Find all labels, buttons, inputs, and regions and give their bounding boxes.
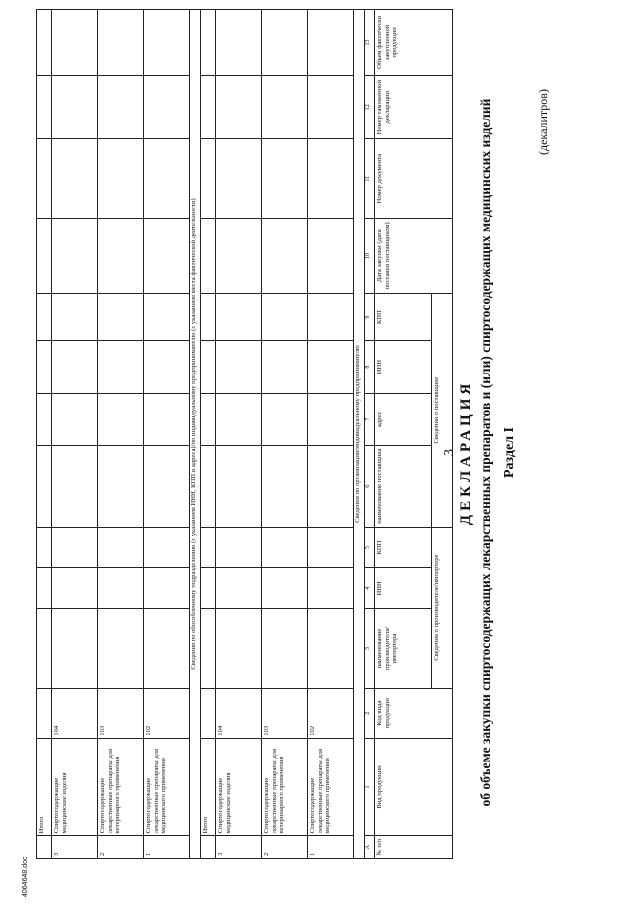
- col-num: 10: [365, 218, 375, 293]
- total-label: Итого: [37, 738, 52, 836]
- row-product-type: Спиртосодержащие медицинские изделия: [216, 738, 262, 836]
- col-num: 12: [365, 75, 375, 139]
- row-product-code: 102: [308, 688, 354, 738]
- page-number: 3: [442, 449, 457, 456]
- col-num: 8: [365, 341, 375, 393]
- header-supplier-name: наименование поставщика: [375, 445, 432, 527]
- page-title: ДЕКЛАРАЦИЯ: [458, 379, 474, 526]
- row-product-type: Спиртосодержащие лекарственные препараты для медицинского применения: [308, 738, 354, 836]
- col-num: А: [365, 836, 375, 859]
- row-num: 2: [262, 836, 308, 859]
- row-product-code: 103: [262, 688, 308, 738]
- header-supplier-kpp: КПП: [375, 293, 432, 341]
- column-number-row: [365, 10, 375, 859]
- row-num: 3: [216, 836, 262, 859]
- header-customs-decl: Номер таможенной декларации: [375, 75, 453, 139]
- col-num: 11: [365, 139, 375, 218]
- header-producer-kpp: КПП: [375, 527, 432, 568]
- table-row: [262, 10, 308, 859]
- header-producer-group: Сведения о производителе/импортере: [432, 527, 453, 688]
- header-num: № п/п: [375, 836, 453, 859]
- col-num: 5: [365, 527, 375, 568]
- table-row: [52, 10, 98, 859]
- table-row: [144, 10, 190, 859]
- subsection-1-label: Сведения по организации/индивидуальному предпринимателю: [354, 10, 365, 859]
- col-num: 3: [365, 609, 375, 688]
- header-supplier-inn: ИНН: [375, 341, 432, 393]
- header-row-sub: [375, 10, 432, 859]
- col-num: 9: [365, 293, 375, 341]
- row-product-code: 103: [98, 688, 144, 738]
- declaration-table: [36, 9, 453, 859]
- row-product-type: Спиртосодержащие лекарственные препараты для ветеринарного применения: [262, 738, 308, 836]
- section-title: Раздел I: [502, 426, 517, 479]
- col-num: 13: [365, 10, 375, 76]
- subsection-row: [190, 10, 201, 859]
- units-label: (декалитров): [536, 89, 550, 155]
- header-purchase-date: Дата закупки (дата поставки поставщиком): [375, 218, 453, 293]
- subsection-2-label: Сведения по обособленному подразделению (с указанием ИНН, КПП и адреса)/по индивидуальному предпринимателю (с указанием места фактической деятельности): [190, 10, 201, 859]
- row-num: 3: [52, 836, 98, 859]
- col-num: 6: [365, 445, 375, 527]
- row-num: 1: [308, 836, 354, 859]
- row-num: 2: [98, 836, 144, 859]
- table-row: [98, 10, 144, 859]
- header-producer-name: наименование производителя/ импортера: [375, 609, 432, 688]
- header-producer-inn: ИНН: [375, 568, 432, 609]
- table-row: [216, 10, 262, 859]
- col-num: 4: [365, 568, 375, 609]
- header-supplier-group: Сведения о поставщике: [432, 293, 453, 527]
- header-supplier-address: адрес: [375, 393, 432, 445]
- table-row: [308, 10, 354, 859]
- header-volume: Объем фактически закупленной продукции: [375, 10, 453, 76]
- row-product-code: 102: [144, 688, 190, 738]
- header-doc-number: Номер документа: [375, 139, 453, 218]
- row-product-type: Спиртосодержащие медицинские изделия: [52, 738, 98, 836]
- col-num: 2: [365, 688, 375, 738]
- header-product-type: Вид продукции: [375, 738, 453, 836]
- footer-filename: 4064648.doc: [22, 856, 29, 897]
- row-num: 1: [144, 836, 190, 859]
- row-product-code: 104: [52, 688, 98, 738]
- row-product-code: 104: [216, 688, 262, 738]
- row-product-type: Спиртосодержащие лекарственные препараты для ветеринарного применения: [98, 738, 144, 836]
- total-label: Итого: [201, 738, 216, 836]
- row-product-type: Спиртосодержащие лекарственные препараты для медицинского применения: [144, 738, 190, 836]
- page-subtitle: об объеме закупки спиртосодержащих лекарственных препаратов и (или) спиртосодержащих медицинских изделий: [478, 98, 493, 807]
- col-num: 7: [365, 393, 375, 445]
- col-num: 1: [365, 738, 375, 836]
- table-row: [201, 10, 216, 859]
- header-product-code: Код вида продукции: [375, 688, 453, 738]
- table-row: [37, 10, 52, 859]
- subsection-row: [354, 10, 365, 859]
